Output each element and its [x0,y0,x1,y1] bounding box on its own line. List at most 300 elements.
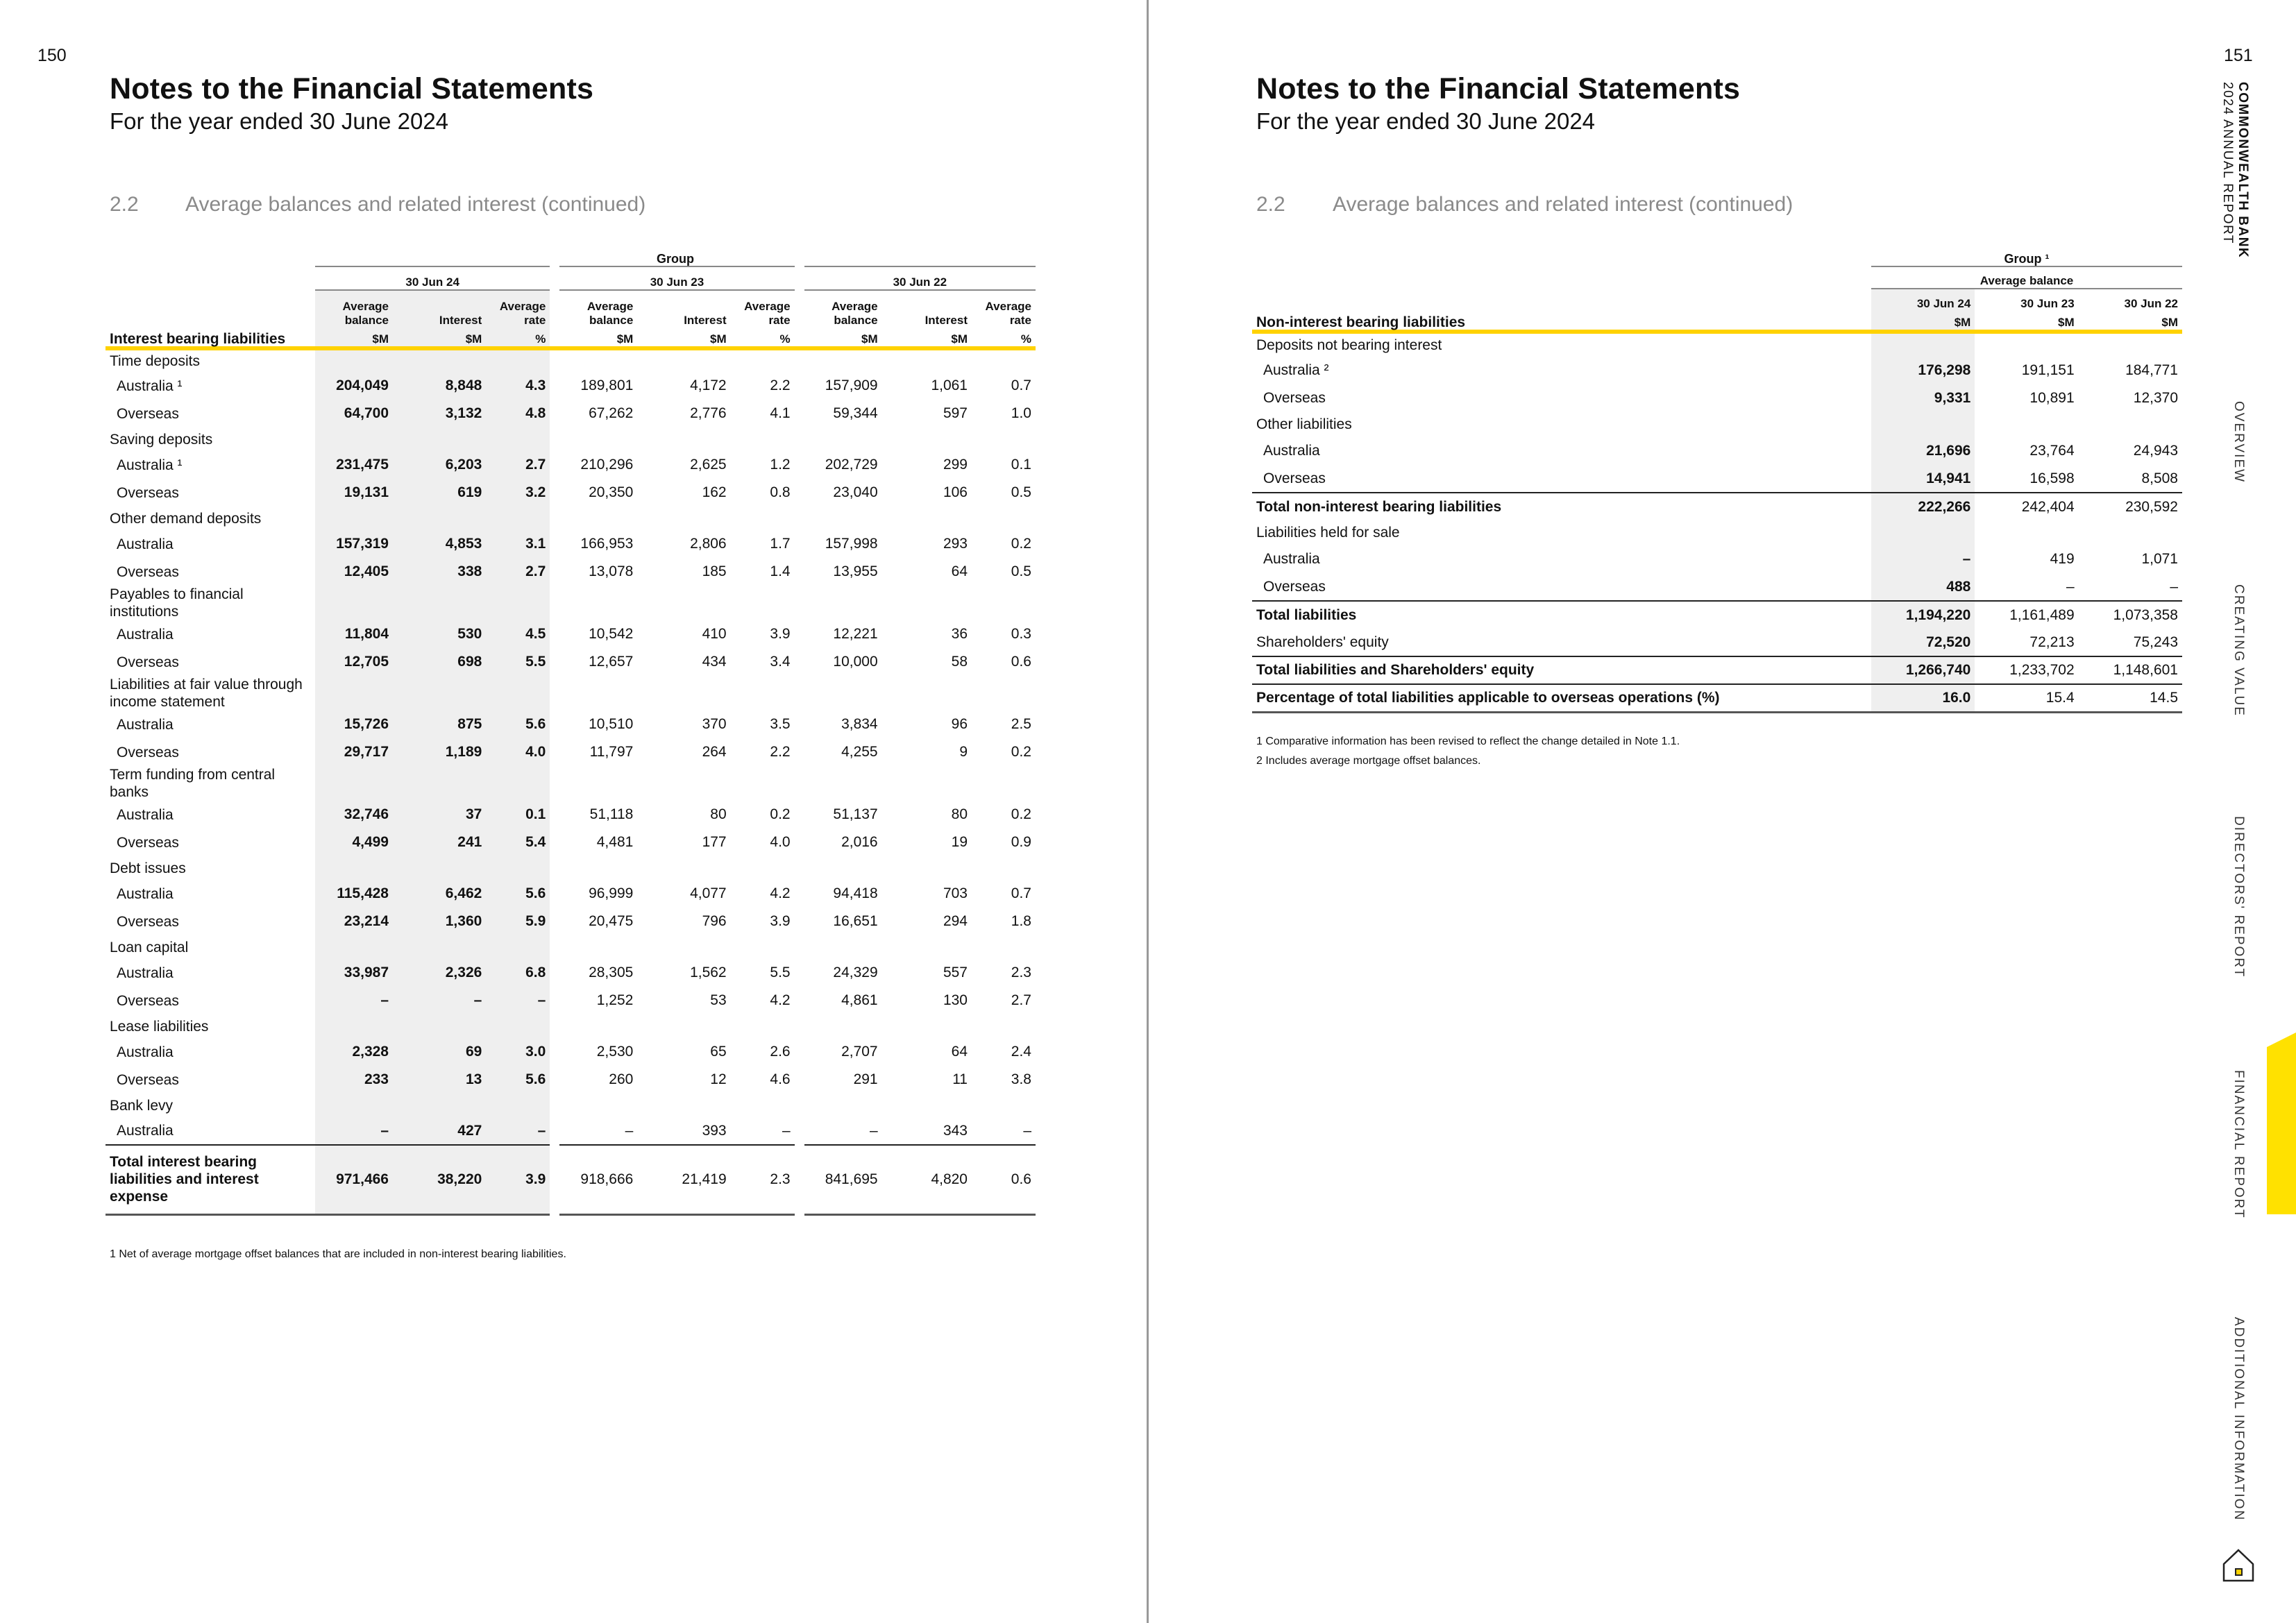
row-label: Australia [117,1123,174,1139]
cell-value: 4.5 [486,620,550,648]
cell-value: – [393,987,486,1014]
column-gap [550,427,559,451]
section-number: 2.2 [110,193,139,216]
cell-value: 2.7 [486,558,550,586]
cell-value: 3.9 [770,913,791,929]
row-label: Deposits not bearing interest [1256,337,1442,353]
table-row [105,400,1036,427]
cell-value [1871,412,1975,437]
cell-value: 13 [393,1066,486,1094]
col-header: Average rate [486,290,550,328]
cell-value: 557 [943,965,968,980]
cell-value: 157,319 [315,530,393,558]
table-row [1252,384,2182,412]
row-label: Total interest bearing liabilities and interest expense [105,1145,315,1214]
cell-value: 4,481 [596,834,634,850]
cell-value: 80 [951,806,968,822]
group-label: Group ¹ [2004,252,2050,266]
row-label: Saving deposits [110,431,213,448]
column-gap [550,856,559,880]
table-row [105,1117,1036,1145]
row-label: Overseas [117,992,179,1009]
row-label: Other demand deposits [110,510,262,527]
cell-value [393,676,486,711]
cell-value: 15,726 [315,711,393,738]
column-gap [795,400,804,427]
row-label: Australia [117,806,174,823]
row-label: Shareholders' equity [1256,634,1389,650]
cell-value: – [486,987,550,1014]
period-header: 30 Jun 24 [315,266,550,290]
cell-value: 162 [702,484,727,500]
column-gap [550,1145,559,1214]
cell-value: 841,695 [804,1145,882,1214]
cell-value: 9 [959,744,968,760]
column-gap [795,676,804,711]
unit-label: $M [804,328,882,348]
table-row [1252,465,2182,493]
column-gap [550,935,559,959]
column-gap [795,801,804,829]
brand-label [2220,82,2250,258]
cell-value [882,856,972,880]
category-row [105,586,1036,620]
cell-value: 3.1 [486,530,550,558]
cell-value: 619 [393,479,486,507]
column-gap [795,530,804,558]
cell-value: 59,344 [833,405,878,421]
row-label: Australia [117,965,174,981]
column-gap [550,1066,559,1094]
cell-value [804,1094,882,1117]
cell-value [972,586,1036,620]
brand-line: COMMONWEALTH BANK [2236,82,2250,259]
footnote: 1 Comparative information has been revised to reflect the change detailed in Note 1.1. [1256,736,1680,747]
cell-value [804,507,882,530]
cell-value [393,586,486,620]
cell-value [804,766,882,801]
cell-value [486,507,550,530]
cell-value [393,1014,486,1038]
cell-value: 4.1 [770,405,791,421]
page-title: Notes to the Financial Statements [1256,72,1741,105]
footnote: 1 Net of average mortgage offset balances that are included in non-interest bearing liabilities. [110,1248,566,1260]
cell-value [637,1014,730,1038]
column-gap [550,829,559,856]
cell-value: 419 [2050,551,2075,567]
cell-value [486,1014,550,1038]
cell-value: 3.2 [486,479,550,507]
row-label: Australia [117,716,174,733]
cell-value: – [2170,578,2178,595]
cell-value [2079,412,2182,437]
row-label: Australia ² [1263,362,1329,378]
cell-value: 106 [943,484,968,500]
cell-value: 222,266 [1871,493,1975,520]
cell-value: 4.6 [770,1071,791,1087]
cell-value [882,1014,972,1038]
group-label: Group [657,252,694,266]
unit-label: $M [1975,311,2078,332]
footnote: 2 Includes average mortgage offset balances. [1256,755,1481,767]
cell-value: 11 [952,1071,968,1087]
cell-value [486,676,550,711]
cell-value [731,1014,795,1038]
cell-value [486,348,550,372]
column-gap [795,908,804,935]
cell-value: 130 [943,992,968,1008]
cell-value [882,1094,972,1117]
cell-value: 65 [710,1044,727,1060]
cell-value [972,1094,1036,1117]
cell-value: 4.8 [486,400,550,427]
cell-value: 0.1 [486,801,550,829]
cell-value: 3.0 [486,1038,550,1066]
category-row [1252,332,2182,357]
cell-value [804,586,882,620]
cell-value [804,427,882,451]
row-label: Overseas [1263,390,1326,406]
cell-value: – [2066,578,2075,595]
cell-value: 2.7 [486,451,550,479]
cell-value: 2.7 [1011,992,1031,1008]
nav-directors-report[interactable]: DIRECTORS' REPORT [2231,816,2246,978]
cell-value: 3,834 [841,716,878,732]
cell-value: 157,909 [825,377,878,393]
unit-label: % [972,328,1036,348]
cell-value [486,427,550,451]
cell-value: 12,221 [833,626,878,642]
section-number: 2.2 [1256,193,1285,216]
cell-value [393,935,486,959]
cell-value: 12,657 [589,654,634,670]
col-header: Interest [925,314,968,327]
cell-value: – [315,987,393,1014]
cell-value [882,586,972,620]
cell-value [637,935,730,959]
cell-value [315,766,393,801]
brand-line: 2024 ANNUAL REPORT [2220,82,2235,244]
table-row [105,530,1036,558]
column-gap [550,1038,559,1066]
home-icon[interactable] [2221,1546,2256,1585]
cell-value: 72,213 [2029,634,2075,650]
cell-value: 184,771 [2125,362,2178,378]
cell-value: 4,255 [841,744,878,760]
cell-value: 434 [702,654,727,670]
cell-value: 4,853 [393,530,486,558]
cell-value [315,348,393,372]
page-spine [1147,0,1149,1623]
column-gap [550,766,559,801]
cell-value: 0.9 [1011,834,1031,850]
total-row [1252,601,2182,629]
cell-value: 64 [951,1044,968,1060]
cell-value: 10,510 [589,716,634,732]
cell-value: 3.8 [1011,1071,1031,1087]
table-row [105,620,1036,648]
category-row [1252,520,2182,545]
period-header: 30 Jun 22 [804,266,1036,290]
cell-value [559,507,637,530]
cell-value [559,676,637,711]
cell-value: 293 [943,536,968,552]
category-row [105,676,1036,711]
column-gap [550,372,559,400]
cell-value: 176,298 [1871,357,1975,384]
cell-value: 4.0 [486,738,550,766]
cell-value [731,427,795,451]
cell-value [486,766,550,801]
section-title: Average balances and related interest (continued) [185,193,646,216]
column-gap [550,676,559,711]
cell-value [2079,332,2182,357]
cell-value: 24,329 [833,965,878,980]
cell-value: 51,137 [833,806,878,822]
row-label: Overseas [117,654,179,670]
cell-value: 2,776 [690,405,727,421]
row-label: Overseas [117,484,179,501]
cell-value: 11,804 [315,620,393,648]
cell-value: 4.0 [770,834,791,850]
cell-value [315,676,393,711]
cell-value: 230,592 [2079,493,2182,520]
cell-value: 2,326 [393,959,486,987]
nav-creating-value[interactable]: CREATING VALUE [2231,584,2246,717]
cell-value [637,586,730,620]
cell-value: 530 [393,620,486,648]
column-gap [795,1117,804,1145]
page-subtitle: For the year ended 30 June 2024 [1256,108,1596,134]
cell-value: 19,131 [315,479,393,507]
unit-label: % [731,328,795,348]
col-header: Average balance [315,290,393,328]
cell-value [637,766,730,801]
cell-value: 233 [315,1066,393,1094]
cell-value: 29,717 [315,738,393,766]
cell-value: 33,987 [315,959,393,987]
cell-value: 1,161,489 [1975,601,2078,629]
cell-value: 177 [702,834,727,850]
row-label: Other liabilities [1256,416,1352,432]
col-header: Interest [393,290,486,328]
cell-value: 72,520 [1871,629,1975,656]
section-title: Average balances and related interest (continued) [1333,193,1793,216]
cell-value: 23,764 [2029,443,2075,459]
cell-value: – [869,1122,878,1139]
cell-value [393,1094,486,1117]
cell-value: 6,203 [393,451,486,479]
cell-value: 5.6 [486,711,550,738]
row-label: Liabilities at fair value through income statement [110,677,303,710]
cell-value: 6.8 [486,959,550,987]
table-row [105,738,1036,766]
table-row [105,801,1036,829]
cell-value: 4,820 [882,1145,972,1214]
column-gap [550,530,559,558]
cell-value [315,856,393,880]
cell-value: 0.2 [770,806,791,822]
cell-value [731,586,795,620]
left-page [0,0,1147,1623]
sub-label: Average balance [1871,266,2182,289]
cell-value [804,935,882,959]
page-number: 150 [37,46,67,65]
column-gap [795,479,804,507]
cell-value [882,676,972,711]
table-row [1252,573,2182,601]
cell-value: 0.2 [1011,744,1031,760]
cell-value: 3.5 [770,716,791,732]
table-row [1252,629,2182,656]
column-gap [795,1145,804,1214]
cell-value: 0.2 [1011,806,1031,822]
cell-value: 23,214 [315,908,393,935]
total-row [1252,684,2182,712]
table-row [105,880,1036,908]
non-interest-bearing-liabilities-table [1252,246,2182,713]
cell-value: 796 [702,913,727,929]
page-number: 151 [2224,46,2253,65]
cell-value: 0.5 [1011,484,1031,500]
table-row [1252,437,2182,465]
cell-value: 299 [943,457,968,473]
cell-value: 2,016 [841,834,878,850]
row-label: Overseas [1263,470,1326,486]
cell-value [486,935,550,959]
col-header: Interest [684,314,727,327]
cell-value [559,1014,637,1038]
cell-value: 13,955 [833,563,878,579]
column-gap [550,1014,559,1038]
cell-value: 36 [951,626,968,642]
cell-value [315,1094,393,1117]
cell-value: 1.0 [1011,405,1031,421]
cell-value: 370 [702,716,727,732]
cell-value: – [315,1117,393,1145]
column-gap [795,880,804,908]
cell-value [1975,520,2078,545]
cell-value: 51,118 [589,806,634,822]
row-header: Interest bearing liabilities [105,328,315,348]
table-row [105,558,1036,586]
cell-value: 5.6 [486,1066,550,1094]
cell-value: 5.5 [770,965,791,980]
category-row [1252,412,2182,437]
column-gap [795,935,804,959]
cell-value: 427 [393,1117,486,1145]
nav-financial-report[interactable]: FINANCIAL REPORT [2231,1070,2246,1219]
cell-value: 1,073,358 [2079,601,2182,629]
nav-overview[interactable]: OVERVIEW [2231,401,2246,484]
row-label: Overseas [1263,578,1326,595]
cell-value [731,766,795,801]
column-gap [795,1038,804,1066]
cell-value: – [1871,545,1975,573]
cell-value: 64 [951,563,968,579]
cell-value: 28,305 [589,965,634,980]
cell-value [637,1094,730,1117]
row-label: Overseas [117,405,179,422]
row-label: Australia [1263,443,1320,459]
cell-value: 10,000 [833,654,878,670]
right-page [1149,0,2296,1623]
cell-value: 0.1 [1011,457,1031,473]
cell-value: 0.7 [1011,377,1031,393]
cell-value [882,935,972,959]
column-gap [795,451,804,479]
cell-value: 6,462 [393,880,486,908]
column-gap [795,1014,804,1038]
cell-value [637,507,730,530]
cell-value: 241 [393,829,486,856]
column-gap [550,451,559,479]
cell-value [315,586,393,620]
row-label: Australia [117,885,174,902]
cell-value: 1.2 [770,457,791,473]
column-gap [550,880,559,908]
column-gap [550,586,559,620]
cell-value: 2,328 [315,1038,393,1066]
column-gap [550,620,559,648]
column-gap [550,507,559,530]
cell-value: 0.5 [1011,563,1031,579]
row-label: Time deposits [110,353,200,369]
category-row [105,935,1036,959]
col-header: Average balance [586,300,634,327]
cell-value: 343 [943,1122,968,1139]
cell-value: 38,220 [393,1145,486,1214]
period-header: 30 Jun 24 [1871,289,1975,311]
cell-value: 204,049 [315,372,393,400]
cell-value: 12,705 [315,648,393,676]
cell-value: 115,428 [315,880,393,908]
cell-value: 58 [951,654,968,670]
cell-value: 21,419 [637,1145,730,1214]
cell-value [315,935,393,959]
row-label: Overseas [117,1071,179,1088]
row-label: Australia ¹ [117,457,183,473]
cell-value [486,1094,550,1117]
cell-value [1871,520,1975,545]
period-header: 30 Jun 23 [559,266,794,290]
cell-value: 597 [943,405,968,421]
cell-value: 75,243 [2133,634,2178,650]
cell-value [972,935,1036,959]
column-gap [550,711,559,738]
cell-value: 24,943 [2133,443,2178,459]
row-header: Non-interest bearing liabilities [1252,311,1871,332]
cell-value: 488 [1871,573,1975,601]
cell-value: 1,071 [2141,551,2178,567]
cell-value: 210,296 [580,457,634,473]
cell-value: 96 [951,716,968,732]
row-label: Overseas [117,834,179,851]
row-label: Total liabilities [1252,601,1871,629]
column-gap [795,711,804,738]
cell-value [559,1094,637,1117]
table-row [105,908,1036,935]
row-label: Overseas [117,744,179,760]
nav-additional-information[interactable]: ADDITIONAL INFORMATION [2231,1317,2246,1522]
cell-value: 12 [710,1071,727,1087]
cell-value: 4,499 [315,829,393,856]
cell-value [559,427,637,451]
cell-value: 5.6 [486,880,550,908]
total-row [1252,493,2182,520]
cell-value: 12,405 [315,558,393,586]
column-gap [550,1117,559,1145]
